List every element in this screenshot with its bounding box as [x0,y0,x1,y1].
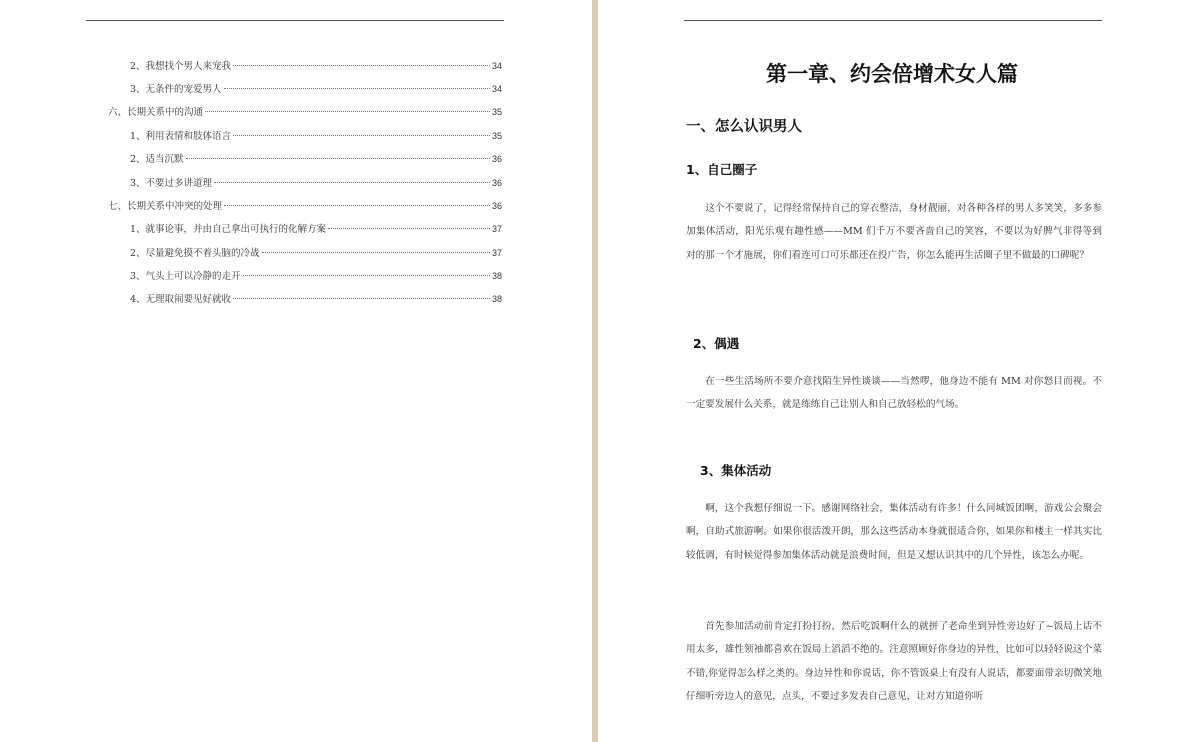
toc-entry[interactable] [130,82,502,96]
toc-entry-text: 六、长期关系中的沟通 [108,107,204,118]
toc-entry-text: 4、无理取闹要见好就收 [130,294,232,305]
toc-leader-dots [233,65,490,66]
chapter-title: 第一章、约会倍增术女人篇 [766,62,1018,86]
toc-page-number: 35 [491,131,502,141]
toc-entry-text: 3、不要过多讲道理 [130,178,213,189]
toc-leader-dots [233,135,490,136]
toc-entry[interactable] [130,129,502,143]
toc-page-number: 38 [491,271,502,281]
toc-entry-text: 七、长期关系中冲突的处理 [108,201,223,212]
left-page [0,0,592,742]
header-rule [684,20,1102,21]
toc-entry-text: 2、我想找个男人来宠我 [130,61,232,72]
toc-page-number: 37 [491,224,502,234]
toc-page-number: 34 [491,61,502,71]
toc-entry-text: 3、气头上可以冷静的走开 [130,271,241,282]
toc-leader-dots [214,182,490,183]
subsection-title: 2、偶遇 [693,336,740,351]
toc-entry[interactable] [108,199,502,213]
toc-entry-text: 1、利用表情和肢体语言 [130,131,232,142]
toc-entry[interactable] [130,222,502,236]
section-title: 一、怎么认识男人 [686,119,802,135]
toc-leader-dots [243,275,490,276]
toc-leader-dots [262,252,490,253]
toc-entry-text: 2、适当沉默 [130,154,184,165]
toc-page-number: 34 [491,84,502,94]
toc-page-number: 36 [491,201,502,211]
body-paragraph: 在一些生活场所不要介意找陌生异性谈谈——当然啰，他身边不能有 MM 对你怒目而视。不一定要发展什么关系，就是练练自己让别人和自己放轻松的气场。 [686,376,1102,411]
toc-leader-dots [205,111,490,112]
toc-leader-dots [233,298,490,299]
toc-leader-dots [186,158,490,159]
body-paragraph: 首先参加活动前肯定打扮打扮，然后吃饭啊什么的就拼了老命坐到异性旁边好了~饭局上话不用太多，雄性领袖都喜欢在饭局上滔滔不绝的。注意照顾好你身边的异性，比如可以轻轻说这个菜不错,你觉得怎么样之类的。身边异性和你说话，你不管饭桌上有没有人说话，都要面带亲切微笑地仔细听旁边人的意见，点头，不要过多发表自己意见，让对方知道你听 [686,621,1102,703]
toc-entry[interactable] [130,269,502,283]
toc-entry-text: 2、尽量避免摸不着头脑的冷战 [130,248,260,259]
toc-entry[interactable] [130,152,502,166]
body-paragraph: 这个不要说了，记得经常保持自己的穿衣整洁，身材靓丽，对各种各样的男人多笑笑，多多参加集体活动，阳光乐观有趣性感——MM 们千万不要吝啬自己的笑容，不要以为好脾气非得等到对的那一个才施展，你们看连可口可乐都还在投广告，你怎么能再生活圈子里不做最的口碑呢？ [686,203,1102,261]
subsection-title: 3、集体活动 [700,463,772,478]
toc-entry-text: 1、就事论事，并由自己拿出可执行的化解方案 [130,224,327,235]
toc-entry-text: 3、无条件的宠爱男人 [130,84,222,95]
toc-leader-dots [224,88,490,89]
toc-entry[interactable] [130,246,502,260]
right-page [598,0,1186,742]
toc-entry[interactable] [108,105,502,119]
toc-leader-dots [328,228,490,229]
toc-page-number: 35 [491,107,502,117]
toc-entry[interactable] [130,59,502,73]
toc-leader-dots [224,205,490,206]
toc-page-number: 36 [491,154,502,164]
header-rule [86,20,504,21]
toc-page-number: 38 [491,294,502,304]
toc-page-number: 37 [491,248,502,258]
subsection-title: 1、自己圈子 [686,162,758,177]
toc-entry[interactable] [130,292,502,306]
toc-entry[interactable] [130,176,502,190]
toc-page-number: 36 [491,178,502,188]
body-paragraph: 啊，这个我想仔细说一下。感谢网络社会，集体活动有许多！什么同城饭团啊，游戏公会聚会啊，自助式旅游啊。如果你很活泼开朗，那么这些活动本身就很适合你，如果你和楼主一样其实比较低调，有时候觉得参加集体活动就是浪费时间，但是又想认识其中的几个异性，该怎么办呢。 [686,503,1102,561]
